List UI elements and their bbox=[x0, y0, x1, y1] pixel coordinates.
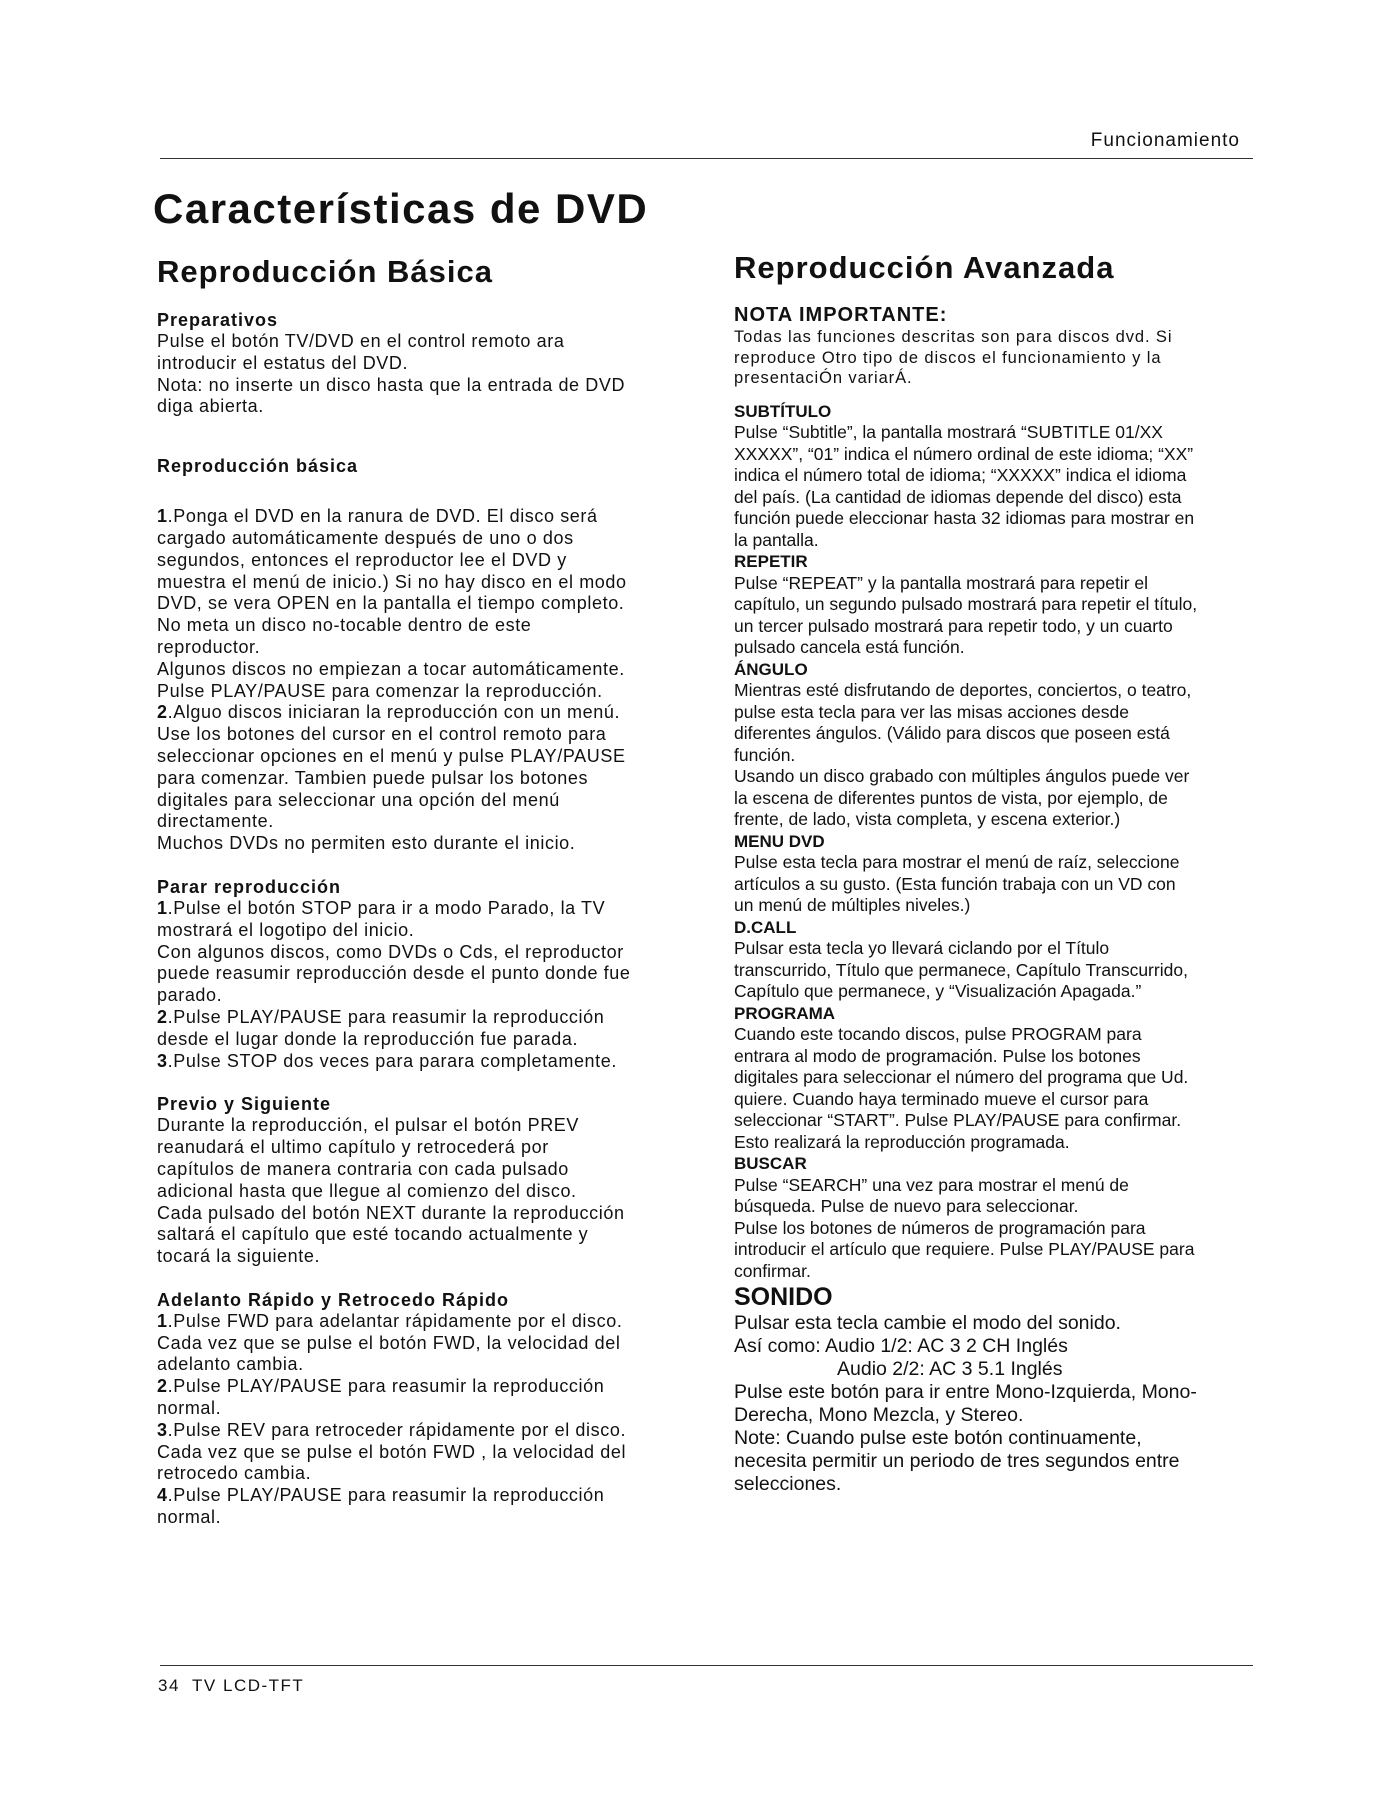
header-rule bbox=[160, 158, 1253, 159]
menu-dvd-title: MENU DVD bbox=[734, 831, 825, 851]
step-text: .Ponga el DVD en la ranura de DVD. El disco será cargado automáticamente después de uno o dos segundos, entonces el reproductor lee el DVD y muestra el menú de inicio.) Si no hay disco en el modo DVD, se vera OPEN en la pantalla el tiempo completo. No meta un disco no-tocable dentro de este reproductor. Algunos discos no empiezan a tocar automáticamente. Pulse PLAY/PAUSE para comenzar la reproducción. bbox=[157, 506, 627, 701]
stop-step-2 bbox=[157, 1007, 692, 1051]
ff-step-2 bbox=[157, 1376, 692, 1420]
step-number: 1 bbox=[157, 1310, 168, 1331]
sound-text-1: Pulsar esta tecla cambie el modo del sonido. bbox=[734, 1312, 1121, 1334]
angle-title: ÁNGULO bbox=[734, 659, 808, 679]
step-number: 2 bbox=[157, 1006, 168, 1027]
ff-step-1 bbox=[157, 1311, 692, 1376]
ff-step-4 bbox=[157, 1485, 692, 1529]
dcall-title: D.CALL bbox=[734, 917, 797, 937]
basic-playback-heading: Reproducción Básica bbox=[157, 254, 493, 289]
stop-step-1 bbox=[157, 898, 692, 1007]
left-column bbox=[157, 254, 692, 1529]
step-text: .Pulse PLAY/PAUSE para reasumir la reproducción normal. bbox=[157, 1485, 605, 1528]
stop-step-3 bbox=[157, 1051, 692, 1073]
preparativos-title: Preparativos bbox=[157, 310, 279, 330]
repeat-text: Pulse “REPEAT” y la pantalla mostrará para repetir el capítulo, un segundo pulsado mostrará para repetir el título, un tercer pulsado mostrará para repetir todo, y un cuarto pulsado cancela está función. bbox=[734, 572, 1198, 657]
step-number: 3 bbox=[157, 1419, 168, 1440]
search-text: Pulse “SEARCH” una vez para mostrar el menú de búsqueda. Pulse de nuevo para seleccionar. Pulse los botones de números de programación para introducir el artículo que requiere. Pulse PLAY/PAUSE para confirmar. bbox=[734, 1174, 1195, 1281]
header-section-label: Funcionamiento bbox=[1090, 130, 1240, 151]
step-text: .Pulse REV para retroceder rápidamente por el disco. Cada vez que se pulse el botón FWD , la velocidad del retrocedo cambia. bbox=[157, 1419, 627, 1484]
step-number: 3 bbox=[157, 1050, 168, 1071]
sound-title: SONIDO bbox=[734, 1283, 833, 1311]
subtitle-title: SUBTÍTULO bbox=[734, 401, 832, 421]
prev-next-text: Durante la reproducción, el pulsar el botón PREV reanudará el ultimo capítulo y retrocederá por capítulos de manera contraria con cada pulsado adicional hasta que llegue al comienzo del disco. Cada pulsado del botón NEXT durante la reproducción saltará el capítulo que esté tocando actualmente y tocará la siguiente. bbox=[157, 1115, 625, 1267]
sound-text-2: Así como: Audio 1/2: AC 3 2 CH Inglés bbox=[734, 1335, 1068, 1357]
step-text: .Pulse STOP dos veces para parara completamente. bbox=[167, 1050, 617, 1071]
angle-text: Mientras esté disfrutando de deportes, conciertos, o teatro, pulse esta tecla para ver las misas acciones desde diferentes ángulos. (Válido para discos que poseen está función. Usando un disco grabado con múltiples ángulos puede ver la escena de diferentes puntos de vista, por ejemplo, de frente, de lado, vista completa, y escena exterior.) bbox=[734, 680, 1192, 829]
prev-next-title: Previo y Siguiente bbox=[157, 1094, 332, 1115]
stop-playback-title: Parar reproducción bbox=[157, 876, 342, 897]
search-title: BUSCAR bbox=[734, 1154, 807, 1173]
step-number: 1 bbox=[157, 506, 168, 527]
dcall-text: Pulsar esta tecla yo llevará ciclando por el Título transcurrido, Título que permanece, Capítulo Transcurrido, Capítulo que permanece, y “Visualización Apagada.” bbox=[734, 938, 1188, 1001]
page-title: Características de DVD bbox=[153, 185, 649, 232]
menu-dvd-text: Pulse esta tecla para mostrar el menú de raíz, seleccione artículos a su gusto. (Esta función trabaja con un VD con un menú de múltiples niveles.) bbox=[734, 852, 1180, 915]
important-note-title: NOTA IMPORTANTE: bbox=[734, 304, 948, 326]
step-text: .Pulse PLAY/PAUSE para reasumir la reproducción desde el lugar donde la reproducción fue parada. bbox=[157, 1006, 605, 1049]
step-text: .Pulse el botón STOP para ir a modo Parado, la TV mostrará el logotipo del inicio. Con algunos discos, como DVDs o Cds, el reproductor puede reasumir reproducción desde el punto donde fue parado. bbox=[157, 897, 631, 1006]
footer-page-label: 34 TV LCD-TFT bbox=[158, 1676, 305, 1695]
step-text: .Pulse PLAY/PAUSE para reasumir la reproducción normal. bbox=[157, 1376, 605, 1419]
step-number: 2 bbox=[157, 702, 168, 723]
important-note-text: Todas las funciones descritas son para discos dvd. Si reproduce Otro tipo de discos el funcionamiento y la presentaciÓn variarÁ. bbox=[734, 328, 1173, 387]
step-number: 2 bbox=[157, 1376, 168, 1397]
advanced-playback-heading: Reproducción Avanzada bbox=[734, 250, 1115, 285]
footer-rule bbox=[160, 1665, 1253, 1666]
ff-step-3 bbox=[157, 1420, 692, 1485]
step-text: .Alguo discos iniciaran la reproducción con un menú. Use los botones del cursor en el control remoto para seleccionar opciones en el menú y pulse PLAY/PAUSE para comenzar. Tambien puede pulsar los botones digitales para seleccionar una opción del menú directamente. Muchos DVDs no permiten esto durante el inicio. bbox=[157, 702, 626, 854]
basic-step-2 bbox=[157, 702, 692, 855]
sound-text-4: Pulse este botón para ir entre Mono-Izquierda, Mono- Derecha, Mono Mezcla, y Stereo. Note: Cuando pulse este botón continuamente, necesita permitir un periodo de tres segundos entre selecciones. bbox=[734, 1381, 1197, 1495]
basic-playback-title: Reproducción básica bbox=[157, 456, 359, 477]
step-text: .Pulse FWD para adelantar rápidamente por el disco. Cada vez que se pulse el botón FWD, la velocidad del adelanto cambia. bbox=[157, 1310, 623, 1375]
step-number: 4 bbox=[157, 1485, 168, 1506]
step-number: 1 bbox=[157, 897, 168, 918]
fast-forward-title: Adelanto Rápido y Retrocedo Rápido bbox=[157, 1289, 510, 1310]
program-text: Cuando este tocando discos, pulse PROGRAM para entrara al modo de programación. Pulse los botones digitales para seleccionar el número del programa que Ud. quiere. Cuando haya terminado mueve el cursor para seleccionar “START”. Pulse PLAY/PAUSE para confirmar. Esto realizará la reproducción programada. bbox=[734, 1024, 1189, 1152]
repeat-title: REPETIR bbox=[734, 552, 808, 571]
sound-text-3: Audio 2/2: AC 3 5.1 Inglés bbox=[837, 1358, 1063, 1380]
right-column bbox=[734, 250, 1269, 1496]
program-title: PROGRAMA bbox=[734, 1003, 836, 1023]
preparativos-text: Pulse el botón TV/DVD en el control remoto ara introducir el estatus del DVD. Nota: no inserte un disco hasta que la entrada de DVD diga abierta. bbox=[157, 331, 626, 417]
basic-step-1 bbox=[157, 506, 692, 702]
subtitle-text: Pulse “Subtitle”, la pantalla mostrará “SUBTITLE 01/XX XXXXX”, “01” indica el número ordinal de este idioma; “XX” indica el número total de idioma; “XXXXX” indica el idioma del país. (La cantidad de idiomas depende del disco) esta función puede eleccionar hasta 32 idiomas para mostrar en la pantalla. bbox=[734, 422, 1195, 550]
